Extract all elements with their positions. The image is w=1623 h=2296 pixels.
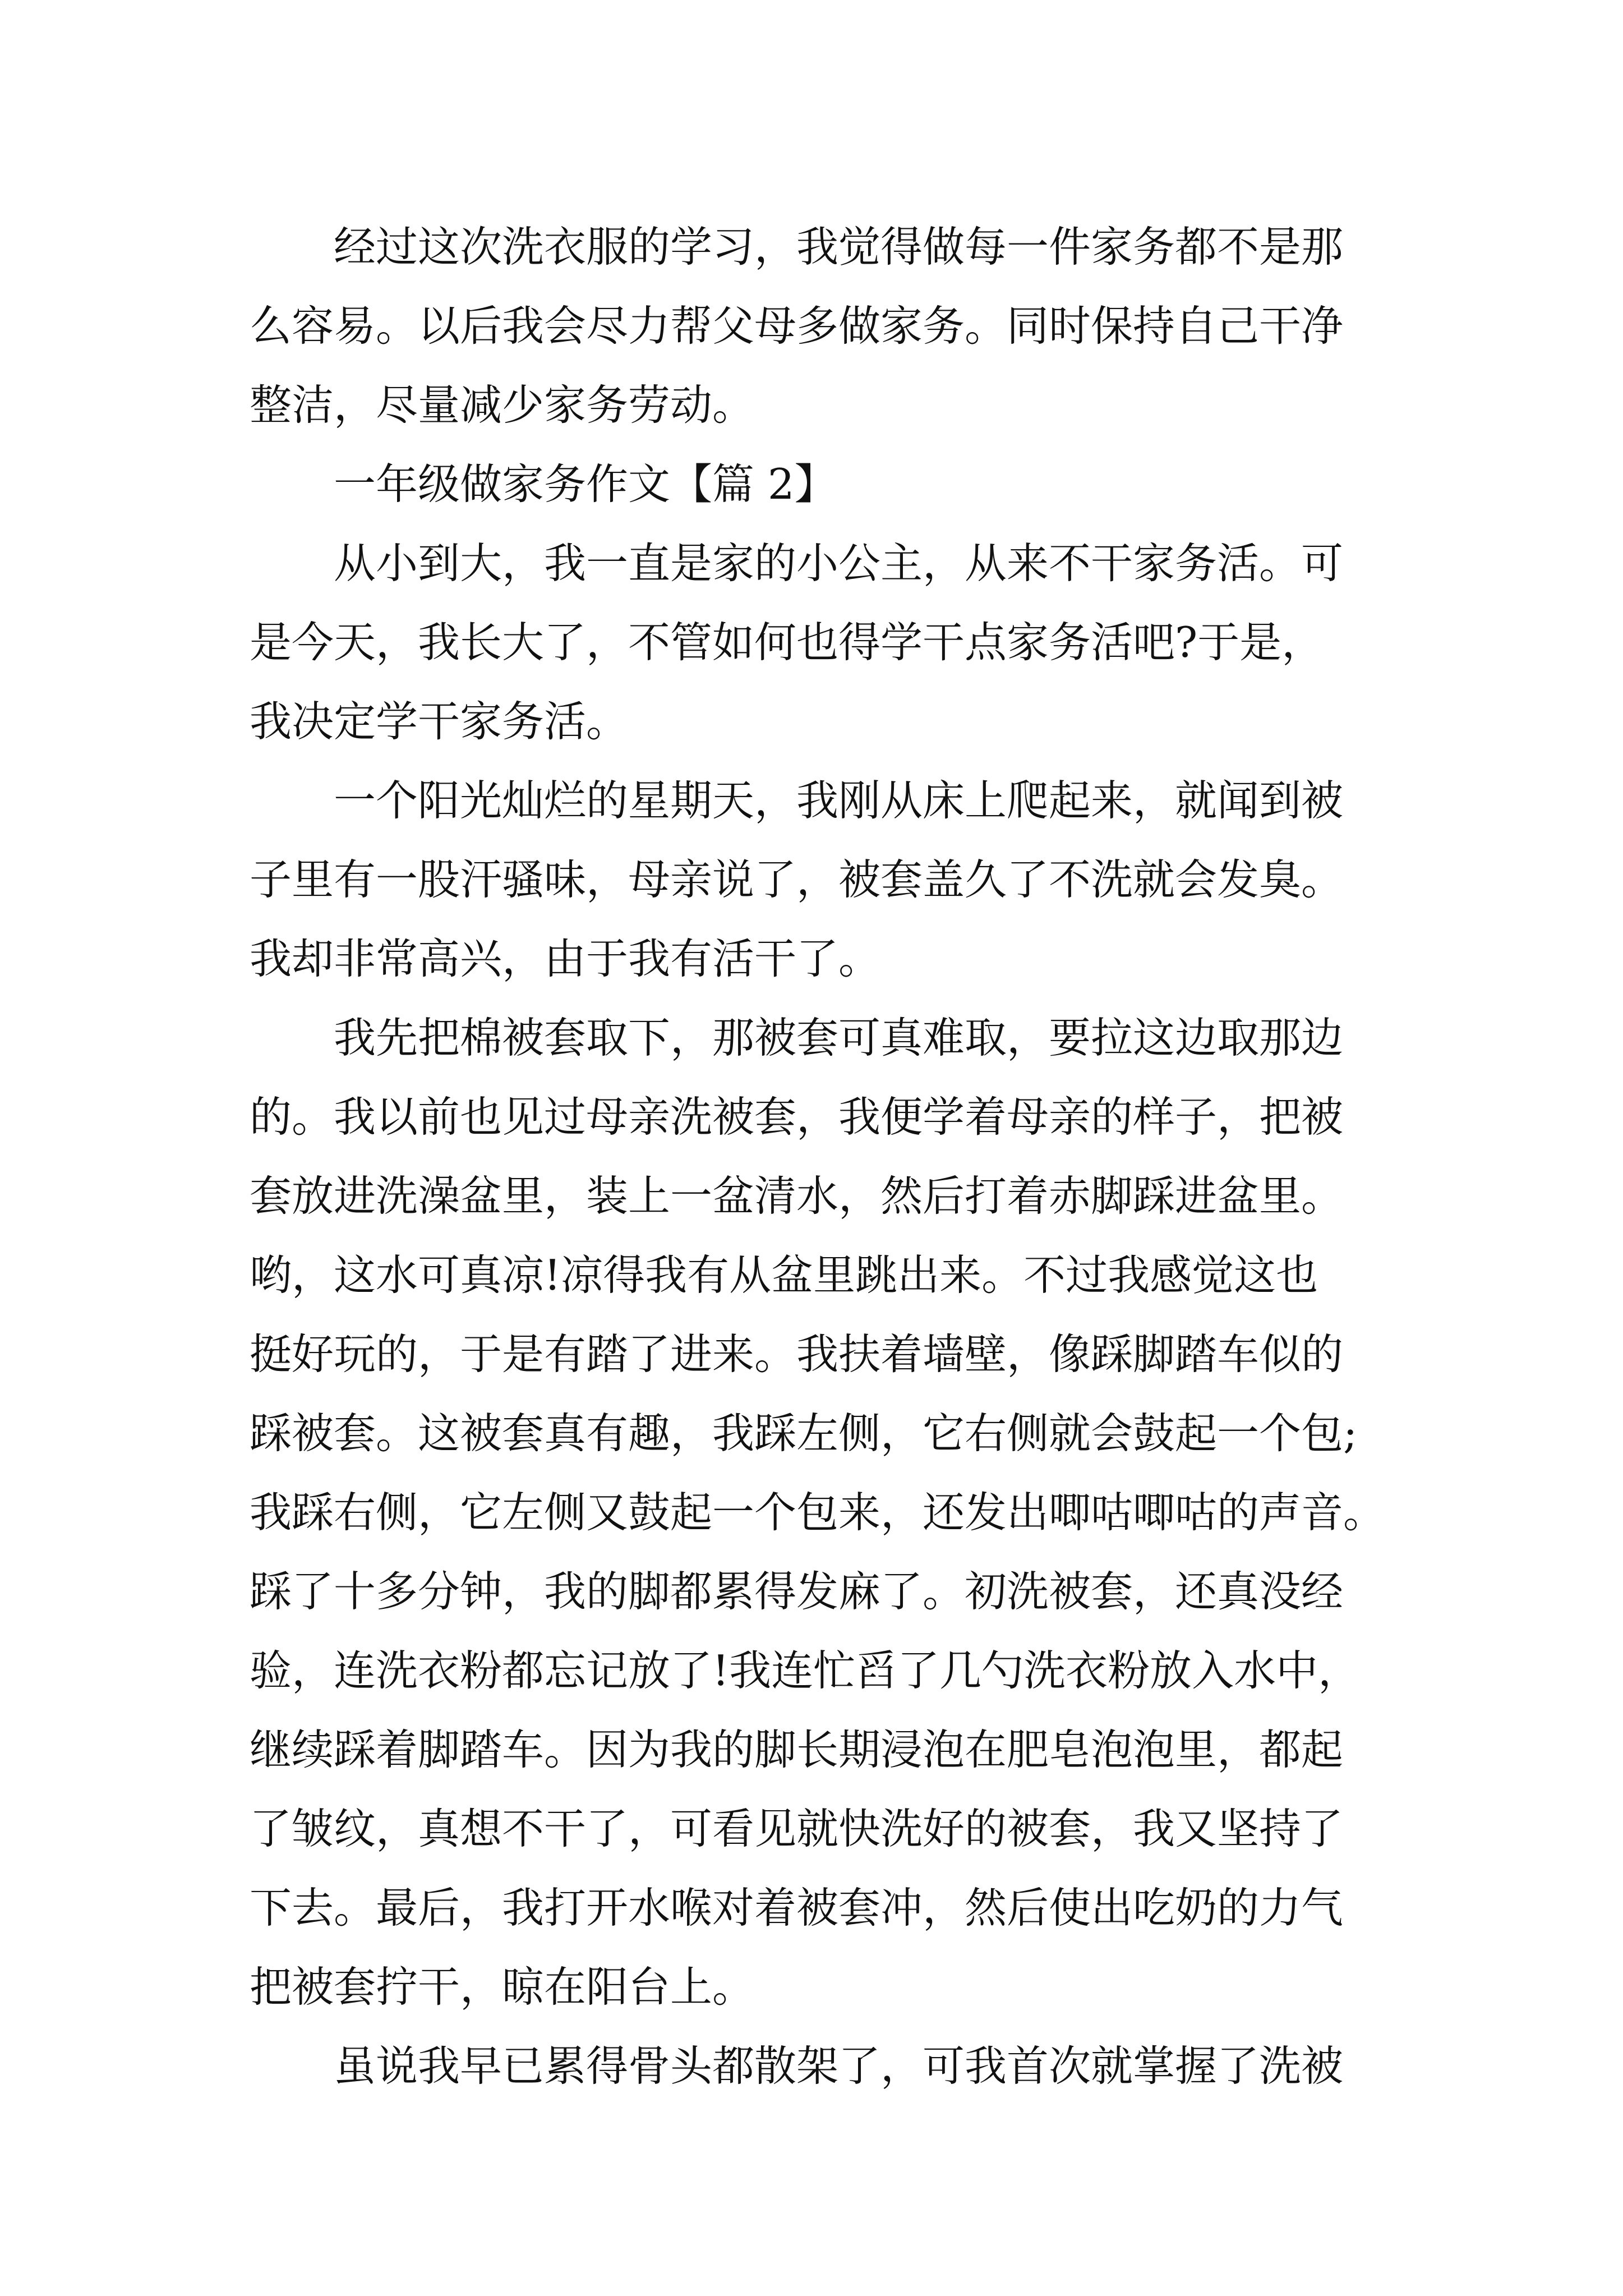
- paragraph-line: 我决定学干家务活。: [250, 697, 629, 746]
- paragraph-line: 子里有一股汗骚味，母亲说了，被套盖久了不洗就会发臭。: [250, 855, 1344, 904]
- paragraph-line: 整洁，尽量减少家务劳动。: [250, 380, 755, 430]
- paragraph-line: 哟，这水可真凉!凉得我有从盆里跳出来。不过我感觉这也: [250, 1250, 1318, 1300]
- paragraph-line: 从小到大，我一直是家的小公主，从来不干家务活。可: [334, 539, 1344, 588]
- paragraph-line: 一个阳光灿烂的星期天，我刚从床上爬起来，就闻到被: [334, 776, 1344, 825]
- paragraph-line: 踩被套。这被套真有趣，我踩左侧，它右侧就会鼓起一个包;: [250, 1409, 1358, 1458]
- paragraph-line: 我却非常高兴，由于我有活干了。: [250, 934, 881, 983]
- paragraph-line: 的。我以前也见过母亲洗被套，我便学着母亲的样子，把被: [250, 1092, 1344, 1142]
- essay-body: [250, 208, 1399, 2106]
- paragraph-line: 把被套拧干，晾在阳台上。: [250, 1962, 755, 2012]
- section-heading: 一年级做家务作文【篇 2】: [334, 459, 837, 509]
- paragraph-line: 我踩右侧，它左侧又鼓起一个包来，还发出唧咕唧咕的声音。: [250, 1488, 1386, 1537]
- paragraph-line: 踩了十多分钟，我的脚都累得发麻了。初洗被套，还真没经: [250, 1567, 1344, 1616]
- paragraph-line: 虽说我早已累得骨头都散架了，可我首次就掌握了洗被: [334, 2041, 1344, 2091]
- paragraph-line: 我先把棉被套取下，那被套可真难取，要拉这边取那边: [334, 1013, 1344, 1062]
- paragraph-line: 是今天，我长大了，不管如何也得学干点家务活吧?于是，: [250, 618, 1324, 667]
- paragraph-line: 挺好玩的，于是有踏了进来。我扶着墙壁，像踩脚踏车似的: [250, 1329, 1344, 1379]
- paragraph-line: 继续踩着脚踏车。因为我的脚长期浸泡在肥皂泡泡里，都起: [250, 1725, 1344, 1774]
- paragraph-line: 了皱纹，真想不干了，可看见就快洗好的被套，我又坚持了: [250, 1804, 1344, 1853]
- paragraph-line: 套放进洗澡盆里，装上一盆清水，然后打着赤脚踩进盆里。: [250, 1171, 1344, 1221]
- paragraph-line: 下去。最后，我打开水喉对着被套冲，然后使出吃奶的力气: [250, 1883, 1344, 1932]
- paragraph-line: 么容易。以后我会尽力帮父母多做家务。同时保持自己干净: [250, 301, 1344, 351]
- paragraph-line: 验，连洗衣粉都忘记放了!我连忙舀了几勺洗衣粉放入水中，: [250, 1646, 1361, 1695]
- paragraph-line: 经过这次洗衣服的学习，我觉得做每一件家务都不是那: [334, 222, 1344, 272]
